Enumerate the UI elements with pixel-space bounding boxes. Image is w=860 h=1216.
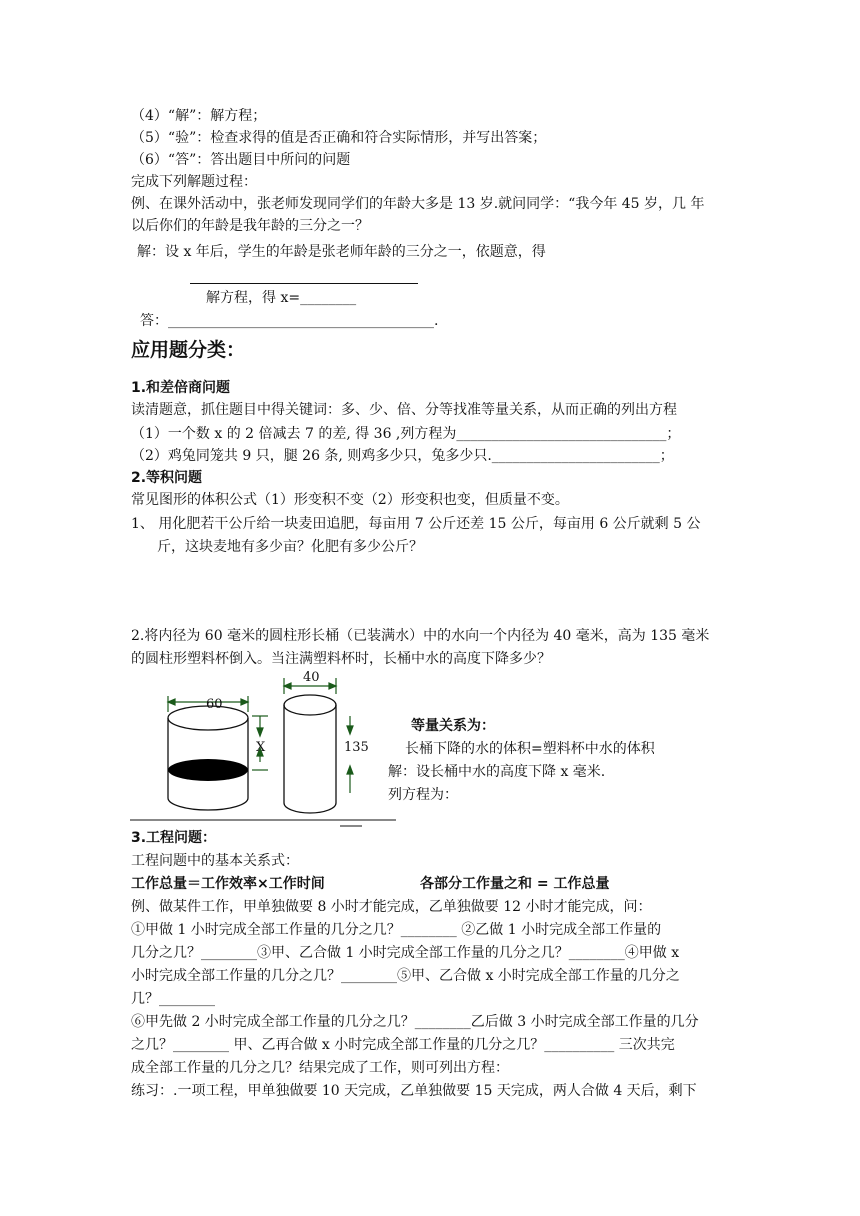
step-6: （6）“答”：答出题目中所问的问题	[131, 152, 351, 168]
relation-title: 等量关系为：	[411, 718, 495, 734]
water-surface	[168, 759, 248, 781]
section-1-desc: 读清题意，抓住题目中得关键词：多、少、倍、分等找准等量关系，从而正确的列出方程	[131, 402, 677, 418]
formula-1: 工作总量＝工作效率×工作时间	[131, 876, 325, 892]
problem-1-line-2: 斤，这块麦地有多少亩？化肥有多少公斤？	[157, 539, 423, 555]
section-2-desc: 常见图形的体积公式（1）形变积不变（2）形变积也变，但质量不变。	[131, 492, 569, 508]
problem-2-line-1: 2.将内径为 60 毫米的圆柱形长桶（已装满水）中的水向一个内径为 40 毫米，高为 135 毫米	[131, 628, 710, 644]
example-intro: 例、做某件工作，甲单独做要 8 小时才能完成，乙单独做要 12 小时才能完成，问：	[131, 899, 652, 915]
solve-equation: 解方程，得 x=________	[206, 290, 357, 306]
task-text: 完成下列解题过程：	[131, 174, 257, 190]
formula-2: 各部分工作量之和 = 工作总量	[420, 876, 610, 892]
section-heading: 应用题分类：	[131, 339, 246, 361]
cylinder-figure	[128, 668, 428, 833]
answer-blank-line	[190, 283, 418, 284]
section-2-title: 2.等积问题	[131, 470, 203, 486]
example-line-6: 之几？________ 甲、乙再合做 x 小时完成全部工作量的几分之几？__________ 三次共完	[131, 1037, 675, 1053]
answer-line: 答：______________________________________.	[140, 313, 439, 329]
example-line-7: 成全部工作量的几分之几？结果完成了工作，则可列出方程：	[131, 1060, 509, 1076]
relation-text: 长桶下降的水的体积=塑料杯中水的体积	[405, 741, 655, 757]
problem-1-line-1: 1、 用化肥若干公斤给一块麦田追肥，每亩用 7 公斤还差 15 公斤，每亩用 6 公斤就剩 5 公	[131, 516, 701, 532]
section-1-question-1: （1）一个数 x 的 2 倍减去 7 的差, 得 36 ,列方程为______________________________；	[131, 426, 681, 442]
solution-line: 解：设 x 年后，学生的年龄是张老师年龄的三分之一，依题意，得	[137, 244, 546, 260]
problem-2-line-2: 的圆柱形塑料杯倒入。当注满塑料杯时，长桶中水的高度下降多少？	[131, 651, 551, 667]
example-line-3: 小时完成全部工作量的几分之几？________⑤甲、乙合做 x 小时完成全部工作量的几分之	[131, 968, 680, 984]
example-line-5: ⑥甲先做 2 小时完成全部工作量的几分之几？________乙后做 3 小时完成全部工作量的几分	[131, 1014, 699, 1030]
label-60: 60	[206, 697, 223, 712]
example-line-4: 几？________	[131, 991, 215, 1007]
step-4: （4）“解”：解方程；	[131, 108, 267, 124]
label-40: 40	[303, 670, 320, 685]
step-5: （5）“验”：检查求得的值是否正确和符合实际情形，并写出答案；	[131, 130, 547, 146]
label-x: X	[256, 740, 266, 755]
example-line-1: 例、在课外活动中，张老师发现同学们的年龄大多是 13 岁.就问同学：“我今年 45 岁，几 年	[131, 196, 705, 212]
section-1-question-2: （2）鸡兔同笼共 9 只，腿 26 条, 则鸡多少只，兔多少只.________________________；	[131, 448, 674, 464]
equation-text: 列方程为：	[388, 787, 458, 803]
example-line-2: 以后你们的年龄是我年龄的三分之一？	[131, 218, 369, 234]
practice-line: 练习：.一项工程，甲单独做要 10 天完成，乙单独做要 15 天完成，两人合做 4 天后，剩下	[131, 1083, 697, 1099]
label-135: 135	[344, 740, 369, 755]
small-cylinder-top	[284, 695, 336, 715]
solution-text: 解：设长桶中水的高度下降 x 毫米.	[388, 764, 606, 780]
section-1-title: 1.和差倍商问题	[131, 380, 231, 396]
example-line-2: 几分之几？________③甲、乙合做 1 小时完成全部工作量的几分之几？________④甲做 x	[131, 945, 680, 961]
section-3-title: 3.工程问题：	[131, 830, 217, 846]
example-line-1: ①甲做 1 小时完成全部工作量的几分之几？________ ②乙做 1 小时完成全部工作量的	[131, 922, 662, 938]
section-3-desc: 工程问题中的基本关系式：	[131, 853, 299, 869]
